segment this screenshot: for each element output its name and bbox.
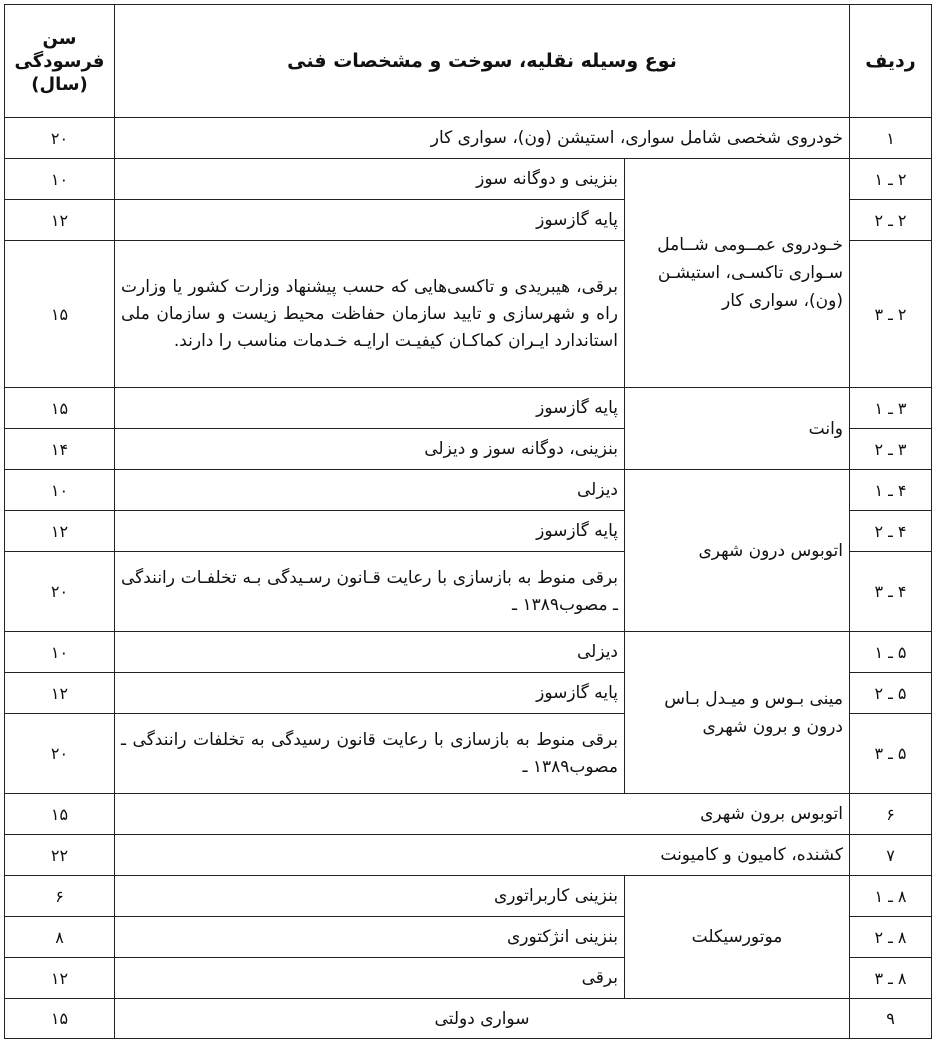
row-number: ۲ ـ ۳ — [850, 241, 932, 388]
vehicle-category: موتورسیکلت — [625, 876, 850, 999]
age-value: ۱۵ — [5, 794, 115, 835]
vehicle-spec: دیزلی — [115, 470, 625, 511]
table-row — [5, 388, 932, 429]
vehicle-age-table — [4, 4, 932, 1039]
age-value: ۱۲ — [5, 511, 115, 552]
age-value: ۱۵ — [5, 388, 115, 429]
row-number: ۵ ـ ۱ — [850, 632, 932, 673]
age-value: ۲۰ — [5, 118, 115, 159]
row-number: ۲ ـ ۱ — [850, 159, 932, 200]
age-value: ۶ — [5, 876, 115, 917]
vehicle-spec: برقی منوط به بازسازی با رعایت قـانون رسـیدگی بـه تخلفـات رانندگی ـ مصوب۱۳۸۹ ـ — [115, 552, 625, 632]
age-value: ۸ — [5, 917, 115, 958]
row-number: ۸ ـ ۲ — [850, 917, 932, 958]
vehicle-spec: پایه گازسوز — [115, 511, 625, 552]
header-type: نوع وسیله نقلیه، سوخت و مشخصات فنی — [115, 5, 850, 118]
header-age-line2: فرسودگی — [14, 50, 105, 72]
row-number: ۸ ـ ۳ — [850, 958, 932, 999]
vehicle-spec: بنزینی انژکتوری — [115, 917, 625, 958]
vehicle-spec: پایه گازسوز — [115, 200, 625, 241]
table-row — [5, 835, 932, 876]
table-row — [5, 632, 932, 673]
vehicle-type: اتوبوس برون شهری — [115, 794, 850, 835]
vehicle-type: خودروی شخصی شامل سواری، استیشن (ون)، سواری کار — [115, 118, 850, 159]
vehicle-category: اتوبوس درون شهری — [625, 470, 850, 632]
vehicle-spec: پایه گازسوز — [115, 673, 625, 714]
header-age-line1: سن — [42, 27, 77, 49]
age-value: ۱۰ — [5, 159, 115, 200]
row-number: ۴ ـ ۳ — [850, 552, 932, 632]
row-number: ۱ — [850, 118, 932, 159]
header-age — [5, 5, 115, 118]
age-value: ۱۲ — [5, 673, 115, 714]
age-value: ۱۴ — [5, 429, 115, 470]
vehicle-type: کشنده، کامیون و کامیونت — [115, 835, 850, 876]
age-value: ۲۰ — [5, 714, 115, 794]
table-row — [5, 794, 932, 835]
age-value: ۱۲ — [5, 200, 115, 241]
age-value: ۲۰ — [5, 552, 115, 632]
age-value: ۲۲ — [5, 835, 115, 876]
table-row — [5, 159, 932, 200]
header-age-line3: (سال) — [31, 73, 88, 95]
table-row — [5, 118, 932, 159]
table-row — [5, 999, 932, 1039]
table-row — [5, 876, 932, 917]
vehicle-spec: بنزینی و دوگانه سوز — [115, 159, 625, 200]
vehicle-spec: بنزینی کاربراتوری — [115, 876, 625, 917]
row-number: ۴ ـ ۱ — [850, 470, 932, 511]
age-value: ۱۰ — [5, 470, 115, 511]
vehicle-category: مینی بـوس و میـدل بـاس درون و برون شهری — [625, 632, 850, 794]
row-number: ۸ ـ ۱ — [850, 876, 932, 917]
row-number: ۹ — [850, 999, 932, 1039]
vehicle-spec: دیزلی — [115, 632, 625, 673]
header-row — [5, 5, 932, 118]
age-value: ۱۵ — [5, 241, 115, 388]
vehicle-spec: برقی، هیبریدی و تاکسی‌هایی که حسب پیشنهاد وزارت کشور یا وزارت راه و شهرسازی و تایید سازمان حفاظت محیط زیست و سازمان ملی استاندارد ایـران کماکـان کیفیـت ارایـه خـدمات مناسب را دارند. — [115, 241, 625, 388]
vehicle-category: خـودروی عمــومی شــامل سـواری تاکسـی، استیشـن (ون)، سواری کار — [625, 159, 850, 388]
row-number: ۵ ـ ۳ — [850, 714, 932, 794]
vehicle-spec: برقی — [115, 958, 625, 999]
age-value: ۱۰ — [5, 632, 115, 673]
age-value: ۱۲ — [5, 958, 115, 999]
vehicle-spec: پایه گازسوز — [115, 388, 625, 429]
header-row-no: ردیف — [850, 5, 932, 118]
age-value: ۱۵ — [5, 999, 115, 1039]
vehicle-spec: بنزینی، دوگانه سوز و دیزلی — [115, 429, 625, 470]
vehicle-type: سواری دولتی — [115, 999, 850, 1039]
vehicle-spec: برقی منوط به بازسازی با رعایت قانون رسیدگی به تخلفات رانندگی ـ مصوب۱۳۸۹ ـ — [115, 714, 625, 794]
row-number: ۴ ـ ۲ — [850, 511, 932, 552]
row-number: ۵ ـ ۲ — [850, 673, 932, 714]
row-number: ۷ — [850, 835, 932, 876]
table-row — [5, 470, 932, 511]
row-number: ۶ — [850, 794, 932, 835]
row-number: ۳ ـ ۲ — [850, 429, 932, 470]
row-number: ۳ ـ ۱ — [850, 388, 932, 429]
row-number: ۲ ـ ۲ — [850, 200, 932, 241]
vehicle-category: وانت — [625, 388, 850, 470]
